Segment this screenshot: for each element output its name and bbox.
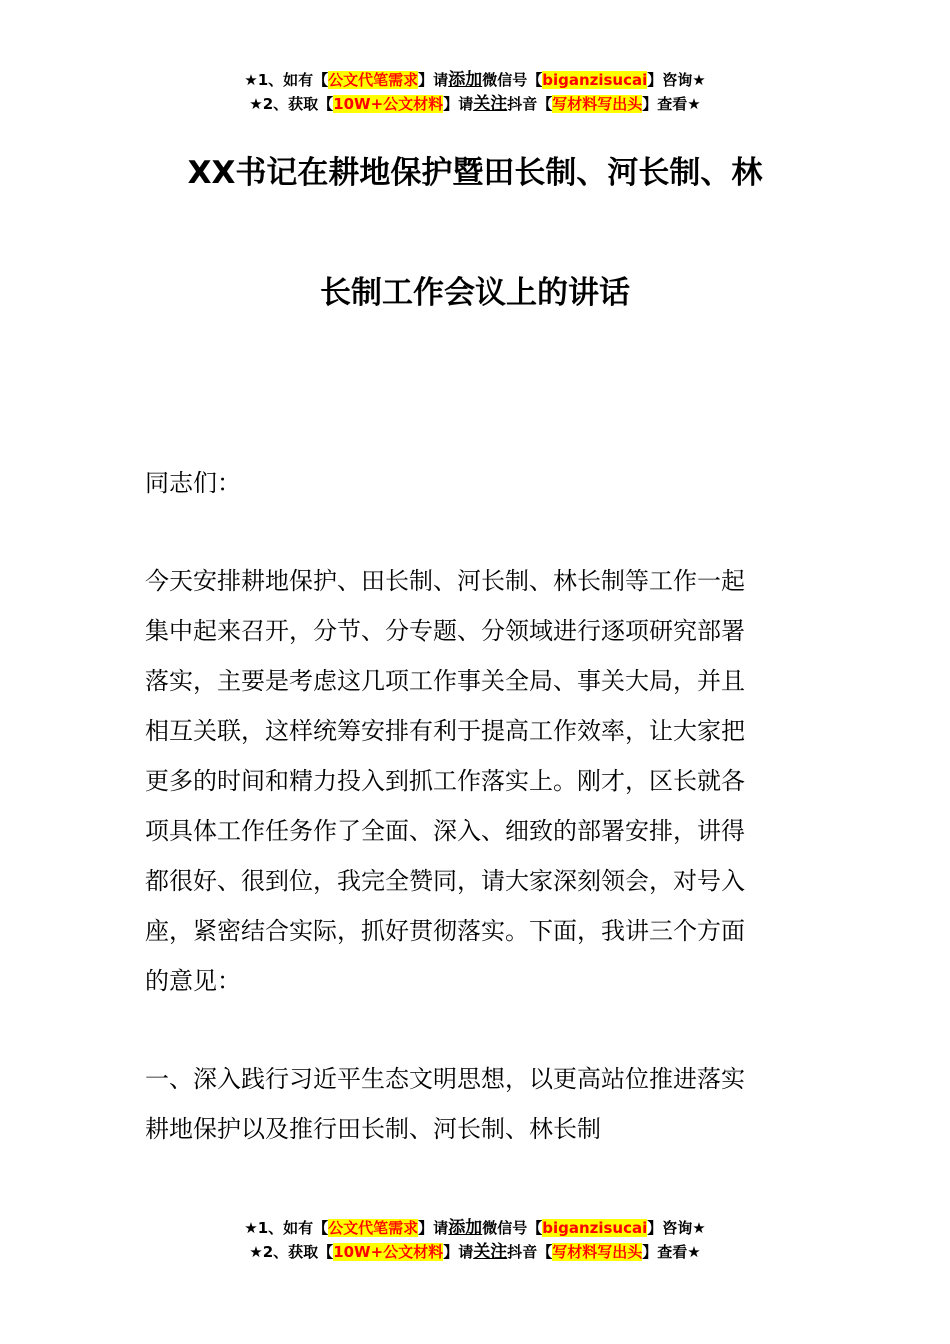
- body-line: 都很好、很到位，我完全赞同，请大家深刻领会，对号入: [145, 867, 745, 895]
- banner-text: 】请: [443, 1243, 474, 1261]
- banner-line-1: [0, 1216, 950, 1240]
- banner-text: 】查看★: [642, 1243, 701, 1261]
- banner-text: 】查看★: [642, 95, 701, 113]
- document-title-line-2: 长制工作会议上的讲话: [320, 275, 630, 311]
- banner-line-2: [0, 92, 950, 116]
- body-paragraph: [145, 556, 825, 1006]
- banner-underlined: 添加: [448, 1218, 483, 1238]
- greeting-text: 同志们：: [145, 469, 241, 497]
- banner-text: 抖音【: [507, 1243, 553, 1261]
- banner-text: 】咨询★: [647, 1219, 706, 1237]
- banner-line-2: [0, 1240, 950, 1264]
- heading-line: 耕地保护以及推行田长制、河长制、林长制: [145, 1115, 601, 1143]
- banner-text: 抖音【: [507, 95, 553, 113]
- heading-line: 一、深入践行习近平生态文明思想，以更高站位推进落实: [145, 1065, 745, 1093]
- banner-text: 】请: [418, 1219, 449, 1237]
- body-line: 相互关联，这样统筹安排有利于提高工作效率，让大家把: [145, 717, 745, 745]
- body-line: 今天安排耕地保护、田长制、河长制、林长制等工作一起: [145, 567, 745, 595]
- banner-text: ★2、获取【: [249, 1243, 334, 1261]
- greeting: [145, 458, 825, 508]
- banner-douyin-id: 写材料写出头: [552, 95, 643, 113]
- banner-highlight: 10W+公文材料: [333, 95, 444, 113]
- banner-underlined: 关注: [473, 1242, 508, 1262]
- body-line: 更多的时间和精力投入到抓工作落实上。刚才，区长就各: [145, 767, 745, 795]
- section-heading-1: [145, 1054, 825, 1154]
- banner-text: ★1、如有【: [244, 71, 329, 89]
- banner-text: 】咨询★: [647, 71, 706, 89]
- banner-wechat-id: biganzisucai: [542, 71, 648, 89]
- banner-text: ★2、获取【: [249, 95, 334, 113]
- banner-wechat-id: biganzisucai: [542, 1219, 648, 1237]
- banner-highlight: 公文代笔需求: [328, 71, 419, 89]
- banner-text: 】请: [443, 95, 474, 113]
- body-line: 座，紧密结合实际，抓好贯彻落实。下面，我讲三个方面: [145, 917, 745, 945]
- banner-highlight: 公文代笔需求: [328, 1219, 419, 1237]
- banner-underlined: 添加: [448, 70, 483, 90]
- banner-text: 微信号【: [482, 71, 543, 89]
- banner-highlight: 10W+公文材料: [333, 1243, 444, 1261]
- banner-text: 】请: [418, 71, 449, 89]
- banner-text: ★1、如有【: [244, 1219, 329, 1237]
- header-banner: [0, 68, 950, 116]
- body-line: 的意见：: [145, 967, 241, 995]
- banner-underlined: 关注: [473, 94, 508, 114]
- body-line: 项具体工作任务作了全面、深入、细致的部署安排，讲得: [145, 817, 745, 845]
- body-line: 落实，主要是考虑这几项工作事关全局、事关大局，并且: [145, 667, 745, 695]
- banner-douyin-id: 写材料写出头: [552, 1243, 643, 1261]
- banner-text: 微信号【: [482, 1219, 543, 1237]
- banner-line-1: [0, 68, 950, 92]
- footer-banner: [0, 1216, 950, 1264]
- document-title-line-1: XX书记在耕地保护暨田长制、河长制、林: [187, 155, 763, 191]
- body-line: 集中起来召开，分节、分专题、分领域进行逐项研究部署: [145, 617, 745, 645]
